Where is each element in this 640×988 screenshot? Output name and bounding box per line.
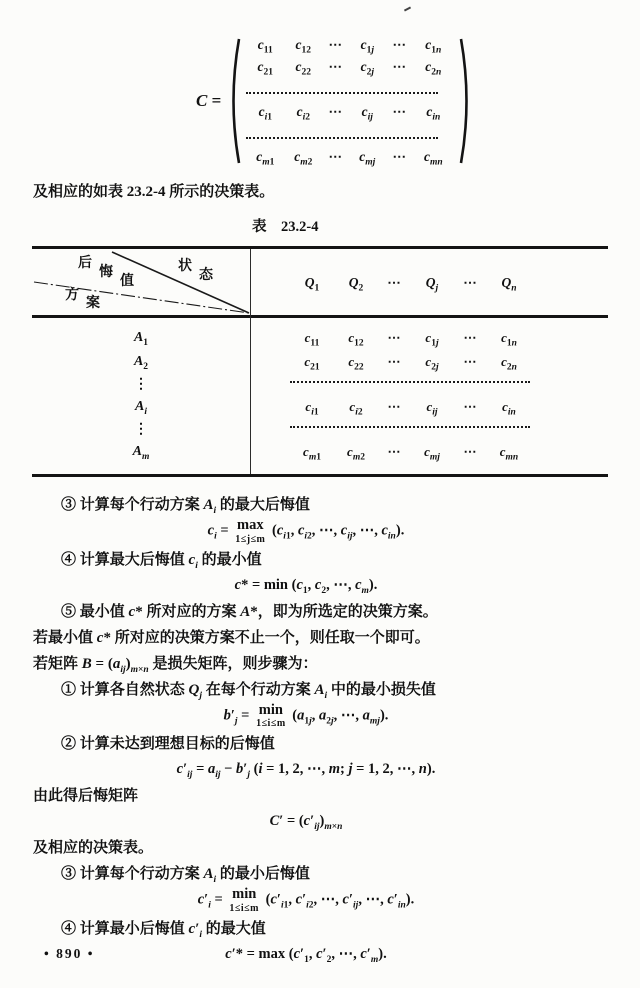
formula: $b'_j$ = min 1≤i≤m ($a_{1j}$, $a_{2j}$, ⋯, $a_{mj}$).: [223, 701, 389, 729]
matrix-cell: ⋯: [392, 37, 407, 52]
column-headers: [250, 275, 532, 294]
table-row: [32, 395, 608, 419]
scan-artifact-speck: [404, 6, 411, 11]
text-line: 若矩阵 $B = (a_{ij})_{m\times n}$ 是损失矩阵，则步骤为：: [33, 655, 318, 675]
matrix-cell: $c_{11}$: [257, 37, 273, 56]
step-line: ④ 计算最大后悔值 $c_i$ 的最小值: [61, 551, 262, 571]
matrix-cell: $c_{m1}$: [256, 149, 275, 168]
step-line: ② 计算未达到理想目标的后悔值: [61, 736, 275, 752]
matrix-row: [246, 34, 454, 56]
formula: $C' = (c'_{ij})_{m\times n}$: [269, 813, 343, 832]
column-header: $Q_j$: [425, 275, 439, 294]
table-cell: $c_{i2}$: [349, 399, 363, 418]
table-row: [32, 374, 608, 395]
dotted-filler: [290, 426, 530, 428]
matrix-paren-right: [459, 37, 472, 165]
row-label: ⋮: [134, 377, 148, 392]
formula: $c'_i$ = min 1≤i≤m ($c'_{i1}$, $c'_{i2}$, ⋯, $c'_{ij}$, ⋯, $c'_{in}$).: [197, 886, 415, 914]
matrix-cell: $c_{in}$: [426, 104, 441, 123]
corner-label-regret-value: 后悔值: [78, 256, 134, 289]
table-cell: $c_{1n}$: [501, 330, 517, 349]
corner-label-state: 状态: [178, 259, 213, 283]
column-header: $Q_1$: [304, 275, 320, 294]
row-label: $A_1$: [133, 330, 149, 348]
matrix-c: [196, 34, 640, 168]
table-cell: $c_{12}$: [348, 330, 364, 349]
table-cell: $c_{i1}$: [305, 399, 319, 418]
matrix-cell: ⋯: [328, 104, 343, 119]
formula: $c'* = \max (c'_1$, $c'_2$, ⋯, $c'_m$).: [225, 945, 387, 965]
step-line: ③ 计算每个行动方案 $A_i$ 的最小后悔值: [61, 866, 310, 885]
matrix-lhs: C =: [196, 91, 222, 110]
matrix-cell: $c_{i1}$: [258, 104, 272, 123]
table-cell: ⋯: [387, 444, 401, 459]
matrix-cell: $c_{12}$: [295, 37, 312, 56]
matrix-cell: $c_{22}$: [295, 59, 312, 78]
table-cell: $c_{11}$: [304, 330, 320, 349]
table-cell: $c_{2n}$: [501, 354, 517, 373]
step-line: ⑤ 最小值 c* 所对应的方案 A*，即为所选定的决策方案。: [61, 603, 438, 620]
table-cell: ⋯: [463, 354, 477, 369]
matrix-row: [246, 146, 454, 168]
table-cell: $c_{1j}$: [425, 330, 439, 349]
table-cell: $c_{in}$: [502, 399, 516, 418]
row-label: ⋮: [134, 422, 148, 437]
page-number: • 890 •: [44, 946, 95, 961]
matrix-dots-row: [246, 82, 438, 94]
matrix-cell: ⋯: [328, 59, 343, 74]
table-row: [32, 419, 608, 440]
table-body: [32, 318, 608, 474]
corner-label-plan: 方案: [65, 288, 100, 311]
intro-sentence: 及相应的如表 23.2-4 所示的决策表。: [33, 184, 275, 200]
row-label: $A_2$: [133, 354, 149, 372]
row-cells: [250, 444, 532, 463]
matrix-cell: ⋯: [328, 37, 343, 52]
table-caption: 表 23.2-4: [252, 219, 319, 235]
table-cell: $c_{m2}$: [347, 444, 365, 463]
table-cell: $c_{2j}$: [425, 354, 439, 373]
matrix-cell: $c_{21}$: [257, 59, 274, 78]
solution-steps: [32, 495, 580, 966]
matrix-dots-row: [246, 127, 438, 139]
text-line: 由此得后悔矩阵: [33, 788, 139, 804]
matrix-cell: $c_{1j}$: [360, 37, 374, 56]
table-cell: $c_{ij}$: [426, 399, 438, 418]
row-cells: [250, 354, 532, 373]
formula: $c* = \min (c_1$, $c_2$, ⋯, $c_m$).: [234, 576, 378, 596]
matrix-row: [246, 56, 454, 78]
decision-table: [32, 246, 608, 477]
row-cells: [250, 399, 532, 418]
matrix-cell: $c_{2j}$: [360, 59, 374, 78]
vertical-divider: [250, 249, 251, 474]
table-cell: $c_{m1}$: [303, 444, 321, 463]
matrix-cell: ⋯: [392, 104, 407, 119]
table-cell: $c_{mj}$: [424, 444, 440, 463]
table-row: [32, 350, 608, 374]
matrix-rows: [246, 34, 454, 168]
dotted-filler: [290, 381, 530, 383]
text-line: 若最小值 c* 所对应的决策方案不止一个，则任取一个即可。: [33, 629, 430, 646]
matrix-cell: $c_{i2}$: [296, 104, 310, 123]
table-header: [32, 249, 608, 318]
table-cell: $c_{21}$: [304, 354, 320, 373]
column-header: ⋯: [387, 275, 401, 290]
table-cell: ⋯: [387, 330, 401, 345]
matrix-cell: ⋯: [392, 149, 407, 164]
column-header: $Q_n$: [501, 275, 517, 294]
table-cell: ⋯: [387, 399, 401, 414]
step-line: ① 计算各自然状态 $Q_j$ 在每个行动方案 $A_i$ 中的最小损失值: [61, 681, 436, 701]
table-cell: ⋯: [463, 399, 477, 414]
matrix-cell: $c_{2n}$: [425, 59, 442, 78]
matrix-cell: $c_{mn}$: [423, 149, 443, 168]
table-cell: $c_{mn}$: [499, 444, 519, 463]
matrix-paren-left: [228, 37, 241, 165]
matrix-cell: $c_{mj}$: [359, 149, 376, 168]
row-label: $A_i$: [135, 399, 147, 417]
text-line: 及相应的决策表。: [33, 840, 154, 856]
matrix-cell: $c_{ij}$: [361, 104, 373, 123]
table-cell: $c_{22}$: [348, 354, 364, 373]
column-header: $Q_2$: [348, 275, 364, 294]
row-cells: [250, 330, 532, 349]
step-line: ④ 计算最小后悔值 $c'_i$ 的最大值: [61, 920, 266, 940]
matrix-row: [246, 101, 454, 123]
matrix-cell: $c_{1n}$: [425, 37, 442, 56]
step-line: ③ 计算每个行动方案 $A_i$ 的最大后悔值: [61, 497, 310, 516]
table-cell: ⋯: [463, 444, 477, 459]
matrix-cell: $c_{m2}$: [294, 149, 313, 168]
table-row: [32, 440, 608, 464]
table-cell: ⋯: [387, 354, 401, 369]
row-label: $A_m$: [132, 444, 150, 462]
matrix-cell: ⋯: [328, 149, 343, 164]
matrix-cell: ⋯: [392, 59, 407, 74]
table-row: [32, 326, 608, 350]
table-cell: ⋯: [463, 330, 477, 345]
formula: $c_i$ = max 1≤j≤m ($c_{i1}$, $c_{i2}$, ⋯, $c_{ij}$, ⋯, $c_{in}$).: [207, 517, 405, 545]
column-header: ⋯: [463, 275, 477, 290]
formula: $c'_{ij} = a_{ij} - b'_j$ (i = 1, 2, ⋯, m; j = 1, 2, ⋯, n).: [176, 761, 436, 780]
